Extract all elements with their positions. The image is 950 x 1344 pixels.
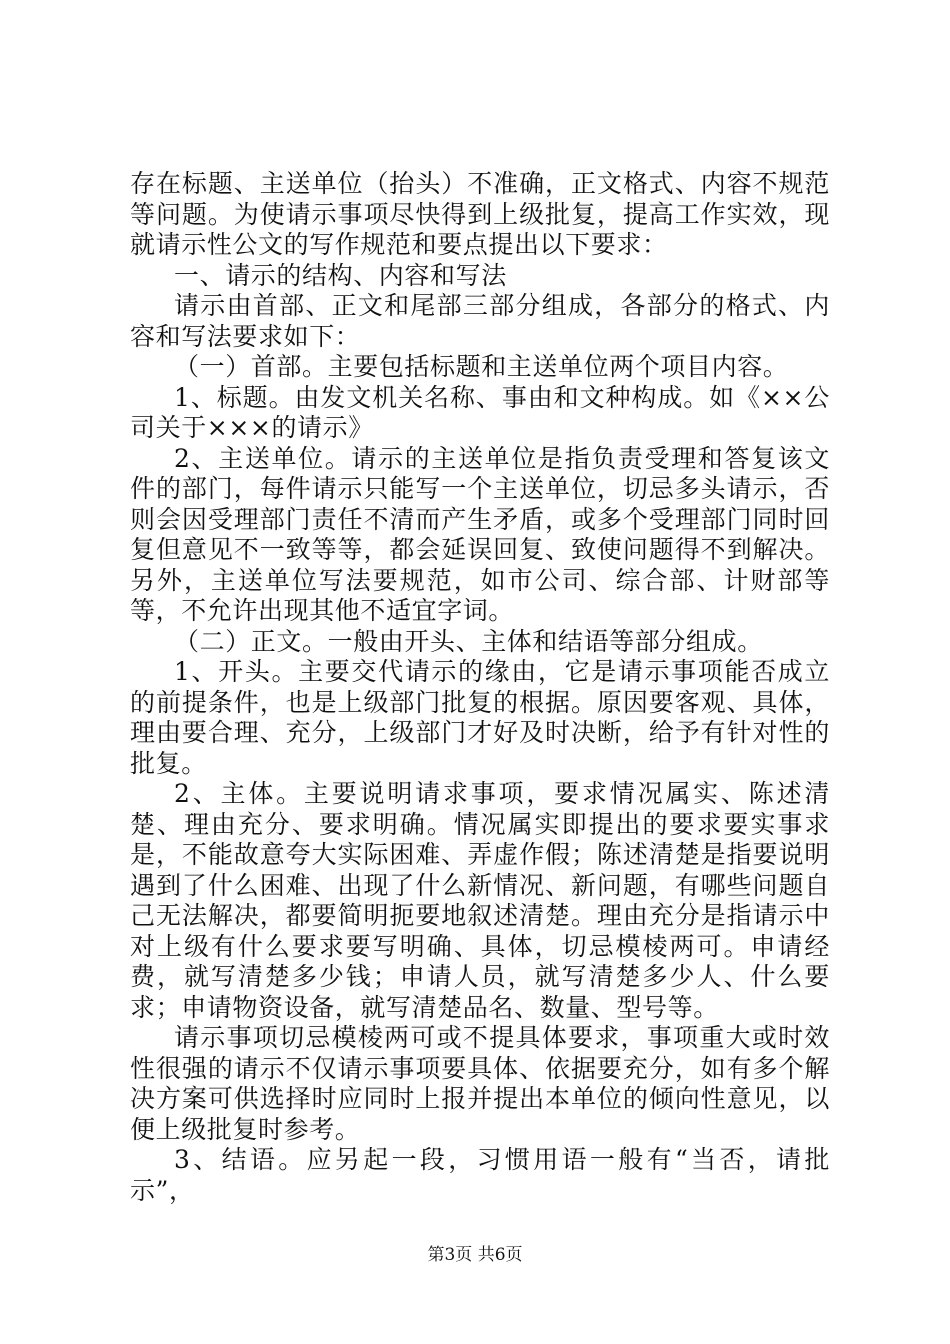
paragraph-request-items: 请示事项切忌模棱两可或不提具体要求，事项重大或时效性很强的请示不仅请示事项要具体、依据要充分，如有多个解决方案可供选择时应同时上报并提出本单位的倾向性意见，以便上级批复时参考。: [130, 1023, 830, 1144]
heading-section-1: 一、请示的结构、内容和写法: [174, 260, 507, 290]
document-body: [130, 169, 830, 1206]
paragraph-closing-rule: 3、结语。应另起一段，习惯用语一般有“当否，请批示”，: [130, 1145, 830, 1205]
paragraph-title-rule: 1、标题。由发文机关名称、事由和文种构成。如《××公司关于×××的请示》: [130, 382, 830, 442]
paragraph-main-body-rule: 2、主体。主要说明请求事项，要求情况属实、陈述清楚、理由充分、要求明确。情况属实即提出的要求要实事求是，不能故意夸大实际困难、弄虚作假；陈述清楚是指要说明遇到了什么困难、出现了什么新情况、新问题，有哪些问题自己无法解决，都要简明扼要地叙述清楚。理由充分是指请示中对上级有什么要求要写明确、具体，切忌模棱两可。申请经费，就写清楚多少钱；申请人员，就写清楚多少人、什么要求；申请物资设备，就写清楚品名、数量、型号等。: [130, 779, 830, 1022]
page-number-footer: 第3页 共6页: [427, 1245, 523, 1265]
paragraph-recipient-rule: 2、主送单位。请示的主送单位是指负责受理和答复该文件的部门，每件请示只能写一个主送单位，切忌多头请示，否则会因受理部门责任不清而产生矛盾，或多个受理部门同时回复但意见不一致等等，都会延误回复、致使问题得不到解决。另外，主送单位写法要规范，如市公司、综合部、计财部等等，不允许出现其他不适宜字词。: [130, 443, 830, 625]
heading-subsection-body: （二）正文。一般由开头、主体和结语等部分组成。: [174, 626, 763, 656]
heading-subsection-header: （一）首部。主要包括标题和主送单位两个项目内容。: [174, 352, 789, 381]
paragraph-structure-overview: 请示由首部、正文和尾部三部分组成，各部分的格式、内容和写法要求如下：: [130, 291, 830, 351]
paragraph-intro-continued: 存在标题、主送单位（抬头）不准确，正文格式、内容不规范等问题。为使请示事项尽快得到上级批复，提高工作实效，现就请示性公文的写作规范和要点提出以下要求：: [130, 169, 830, 259]
paragraph-opening-rule: 1、开头。主要交代请示的缘由，它是请示事项能否成立的前提条件，也是上级部门批复的根据。原因要客观、具体，理由要合理、充分，上级部门才好及时决断，给予有针对性的批复。: [130, 657, 830, 778]
